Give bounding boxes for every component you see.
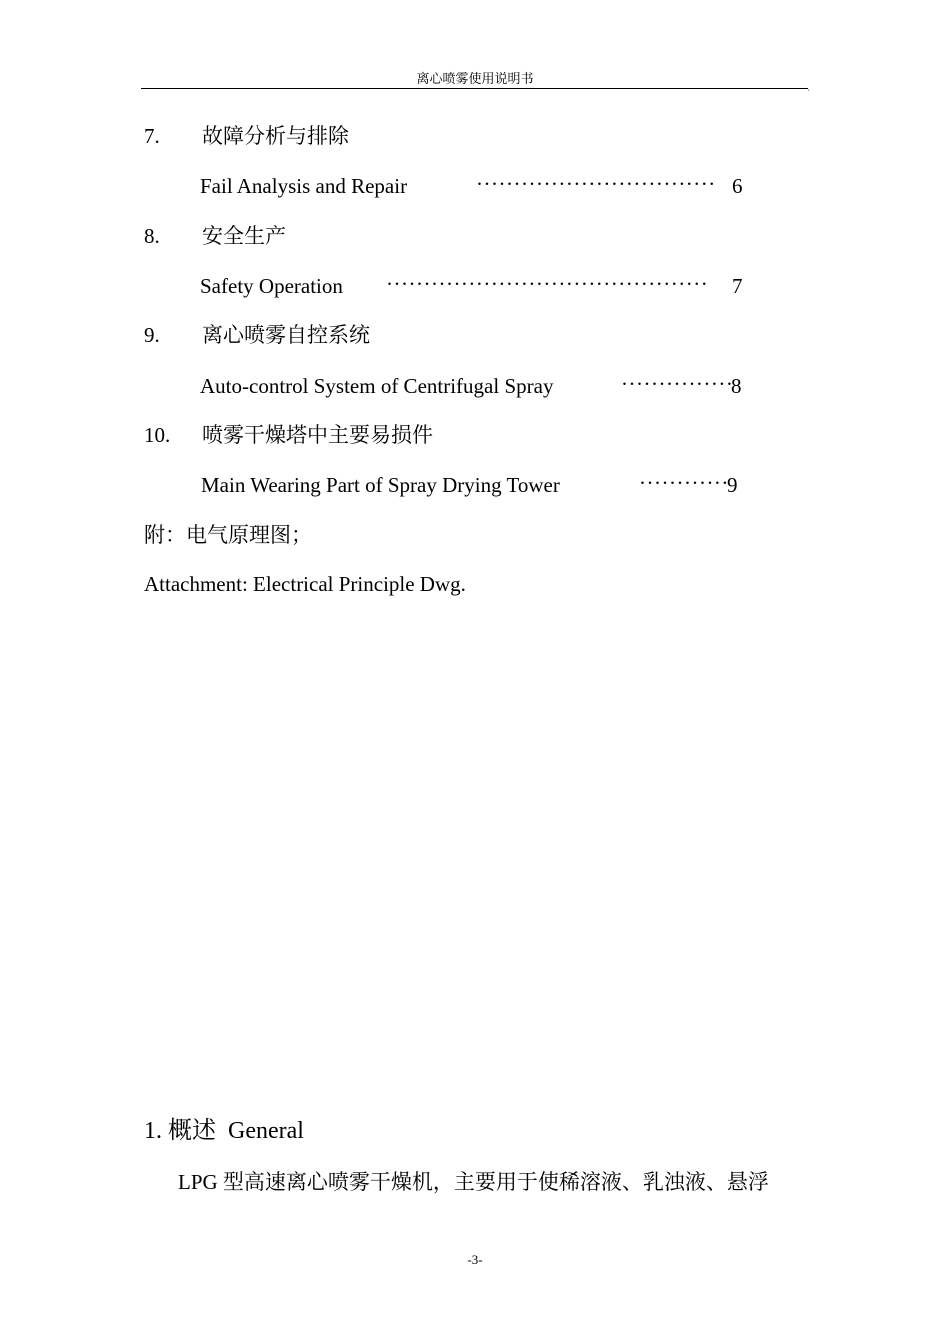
toc-title-en: Auto-control System of Centrifugal Spray	[200, 374, 554, 398]
toc-page-number: 7	[732, 274, 743, 298]
section-paragraph: LPG 型高速离心喷雾干燥机，主要用于使稀溶液、乳浊液、悬浮	[178, 1170, 769, 1194]
toc-number: 9.	[144, 323, 160, 347]
header-tick: ,	[808, 86, 810, 92]
section-heading	[144, 1116, 304, 1146]
toc-number: 7.	[144, 124, 160, 148]
attachment-zh: 附：电气原理图；	[144, 523, 312, 547]
toc-number: 8.	[144, 224, 160, 248]
toc-leader-dots: ············	[639, 471, 729, 495]
toc-title-zh: 离心喷雾自控系统	[202, 323, 370, 347]
page-number-footer: -3-	[467, 1252, 483, 1267]
page-header-title: 离心喷雾使用说明书	[416, 71, 534, 86]
section-number: 1.	[144, 1118, 162, 1144]
toc-leader-dots: ···············	[621, 372, 734, 396]
toc-number: 10.	[144, 423, 171, 447]
section-title-en: General	[228, 1118, 304, 1144]
attachment-en: Attachment: Electrical Principle Dwg.	[144, 572, 466, 596]
toc-leader-dots: ································	[476, 172, 716, 196]
header-rule	[141, 88, 808, 89]
toc-page-number: 8	[731, 374, 742, 398]
toc-title-zh: 喷雾干燥塔中主要易损件	[202, 423, 433, 447]
toc-title-en: Main Wearing Part of Spray Drying Tower	[201, 473, 560, 497]
toc-leader-dots: ···········································	[386, 272, 709, 296]
toc-title-zh: 故障分析与排除	[202, 124, 349, 148]
toc-title-en: Fail Analysis and Repair	[200, 174, 408, 198]
toc-title-en: Safety Operation	[200, 274, 343, 298]
section-title-zh: 概述	[168, 1118, 216, 1144]
toc-page-number: 9	[727, 473, 738, 497]
toc-title-zh: 安全生产	[202, 224, 286, 248]
toc-page-number: 6	[732, 174, 743, 198]
